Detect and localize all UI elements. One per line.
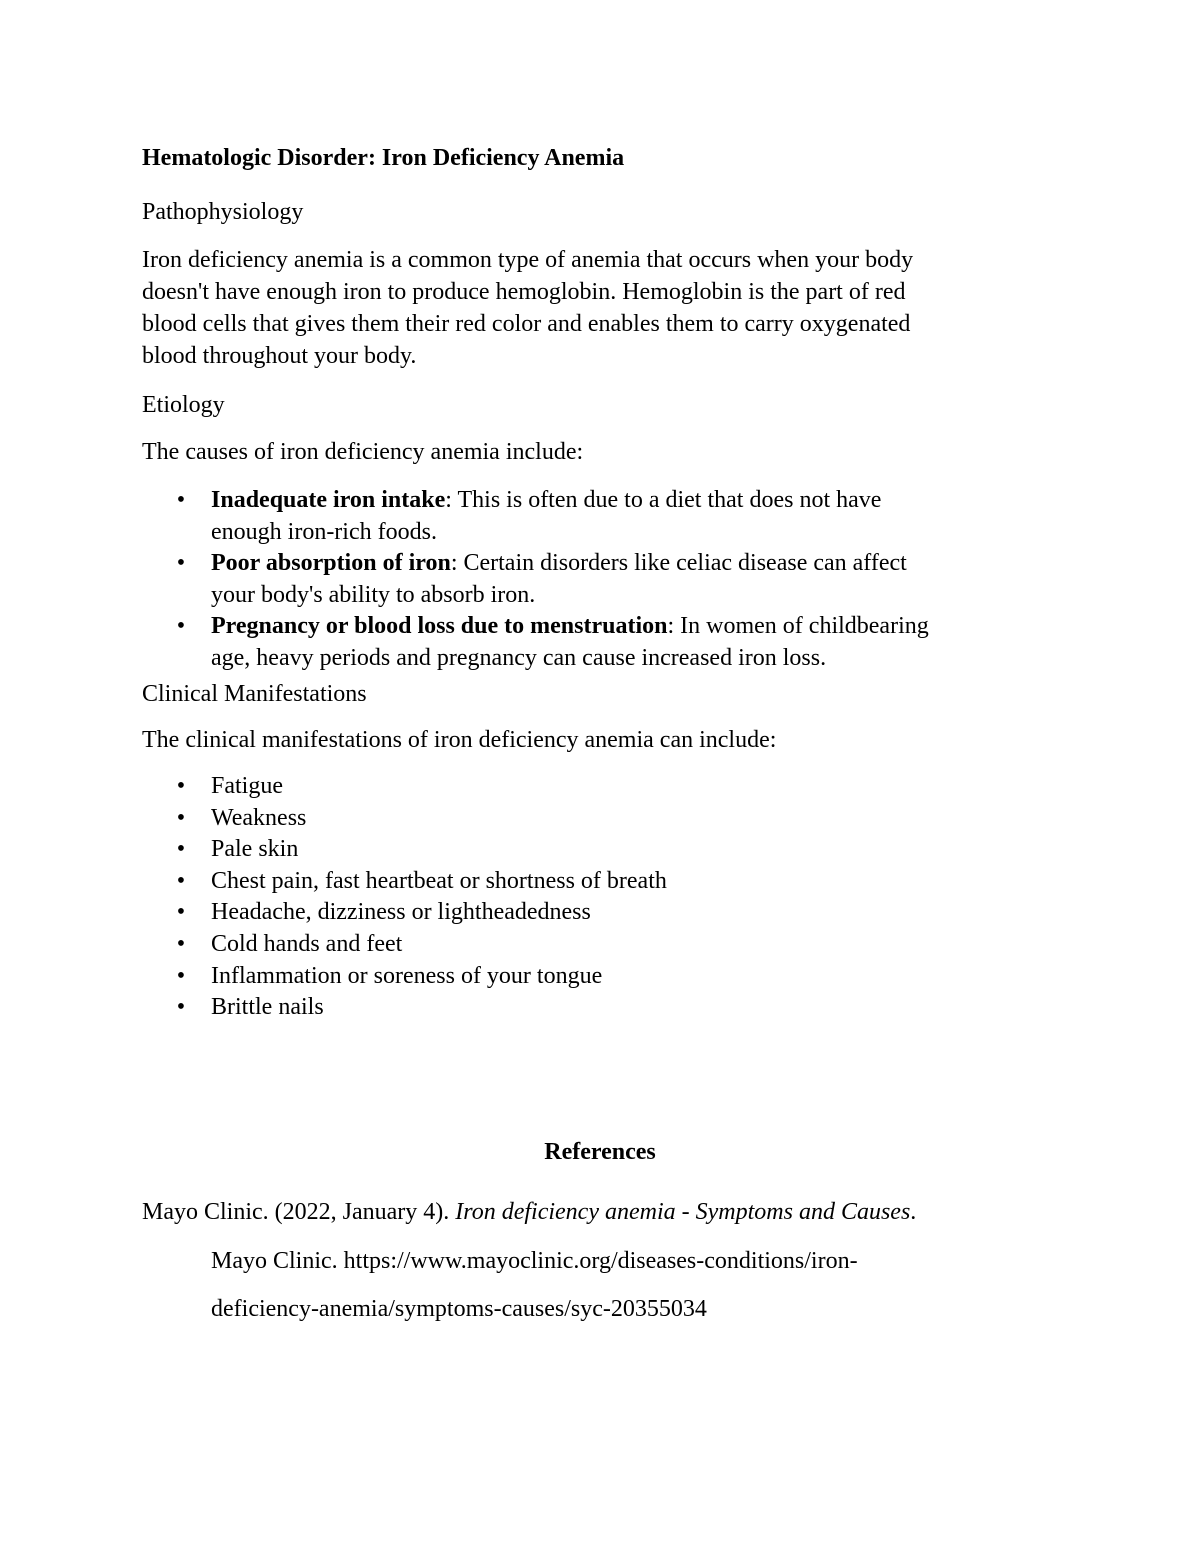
list-item xyxy=(0,961,667,993)
list-item-line xyxy=(211,611,929,643)
reference-title: Iron deficiency anemia - Symptoms and Causes xyxy=(455,1199,911,1225)
list-item xyxy=(0,866,667,898)
pathophysiology-paragraph xyxy=(142,244,1062,372)
reference-author-date: Mayo Clinic. (2022, January 4). xyxy=(142,1199,456,1225)
symptom-text: Cold hands and feet xyxy=(211,930,403,957)
bullet-icon: • xyxy=(176,613,186,639)
reference-url-line: deficiency-anemia/symptoms-causes/syc-20355034 xyxy=(211,1296,707,1322)
bullet-icon: • xyxy=(176,962,186,989)
cause-text: : This is often due to a diet that does not have xyxy=(445,487,882,513)
symptom-text: Inflammation or soreness of your tongue xyxy=(211,962,603,989)
cause-text: : Certain disorders like celiac disease can affect xyxy=(450,550,907,576)
etiology-intro: The causes of iron deficiency anemia include: xyxy=(142,439,584,465)
list-item-line: age, heavy periods and pregnancy can cause increased iron loss. xyxy=(211,644,827,671)
cause-term: Poor absorption of iron xyxy=(211,550,451,576)
list-item xyxy=(0,611,929,674)
symptom-text: Weakness xyxy=(211,804,307,831)
section-heading-pathophysiology: Pathophysiology xyxy=(142,199,304,225)
list-item xyxy=(0,485,929,548)
bullet-icon: • xyxy=(176,773,186,799)
list-item xyxy=(0,771,667,803)
bullet-icon: • xyxy=(176,487,186,513)
list-item-line xyxy=(211,485,929,517)
symptom-text: Pale skin xyxy=(211,836,299,863)
bullet-icon: • xyxy=(176,899,186,926)
list-item-line xyxy=(211,548,929,580)
paragraph-line: blood cells that gives them their red color and enables them to carry oxygenated xyxy=(142,311,911,337)
symptoms-list xyxy=(0,771,667,1024)
symptom-text: Fatigue xyxy=(211,773,283,799)
symptom-text: Brittle nails xyxy=(211,994,324,1021)
list-item xyxy=(0,803,667,835)
list-item-line: enough iron-rich foods. xyxy=(211,518,437,545)
clinical-intro: The clinical manifestations of iron deficiency anemia can include: xyxy=(142,727,777,753)
paragraph-line: blood throughout your body. xyxy=(142,343,417,369)
bullet-icon: • xyxy=(176,994,186,1021)
list-item xyxy=(0,834,667,866)
list-item xyxy=(0,929,667,961)
document-title: Hematologic Disorder: Iron Deficiency Anemia xyxy=(142,145,625,171)
paragraph-line: doesn't have enough iron to produce hemoglobin. Hemoglobin is the part of red xyxy=(142,279,906,305)
references-heading: References xyxy=(544,1139,656,1165)
list-item-line: your body's ability to absorb iron. xyxy=(211,581,536,608)
bullet-icon: • xyxy=(176,836,186,863)
symptom-text: Chest pain, fast heartbeat or shortness of breath xyxy=(211,867,667,894)
symptom-text: Headache, dizziness or lightheadedness xyxy=(211,899,591,926)
cause-term: Pregnancy or blood loss due to menstruation xyxy=(211,613,668,639)
list-item xyxy=(0,992,667,1024)
list-item xyxy=(0,548,929,611)
causes-list xyxy=(0,485,929,674)
reference-entry-line: Mayo Clinic. https://www.mayoclinic.org/diseases-conditions/iron- xyxy=(211,1248,858,1274)
reference-entry-line xyxy=(142,1200,916,1224)
bullet-icon: • xyxy=(176,867,186,894)
section-heading-clinical-manifestations: Clinical Manifestations xyxy=(142,681,367,707)
list-item xyxy=(0,897,667,929)
cause-term: Inadequate iron intake xyxy=(211,487,446,513)
paragraph-line: Iron deficiency anemia is a common type of anemia that occurs when your body xyxy=(142,247,914,273)
cause-text: : In women of childbearing xyxy=(667,613,929,639)
section-heading-etiology: Etiology xyxy=(142,392,225,418)
bullet-icon: • xyxy=(176,550,186,576)
bullet-icon: • xyxy=(176,804,186,831)
bullet-icon: • xyxy=(176,930,186,957)
reference-title-end: . xyxy=(910,1199,917,1225)
